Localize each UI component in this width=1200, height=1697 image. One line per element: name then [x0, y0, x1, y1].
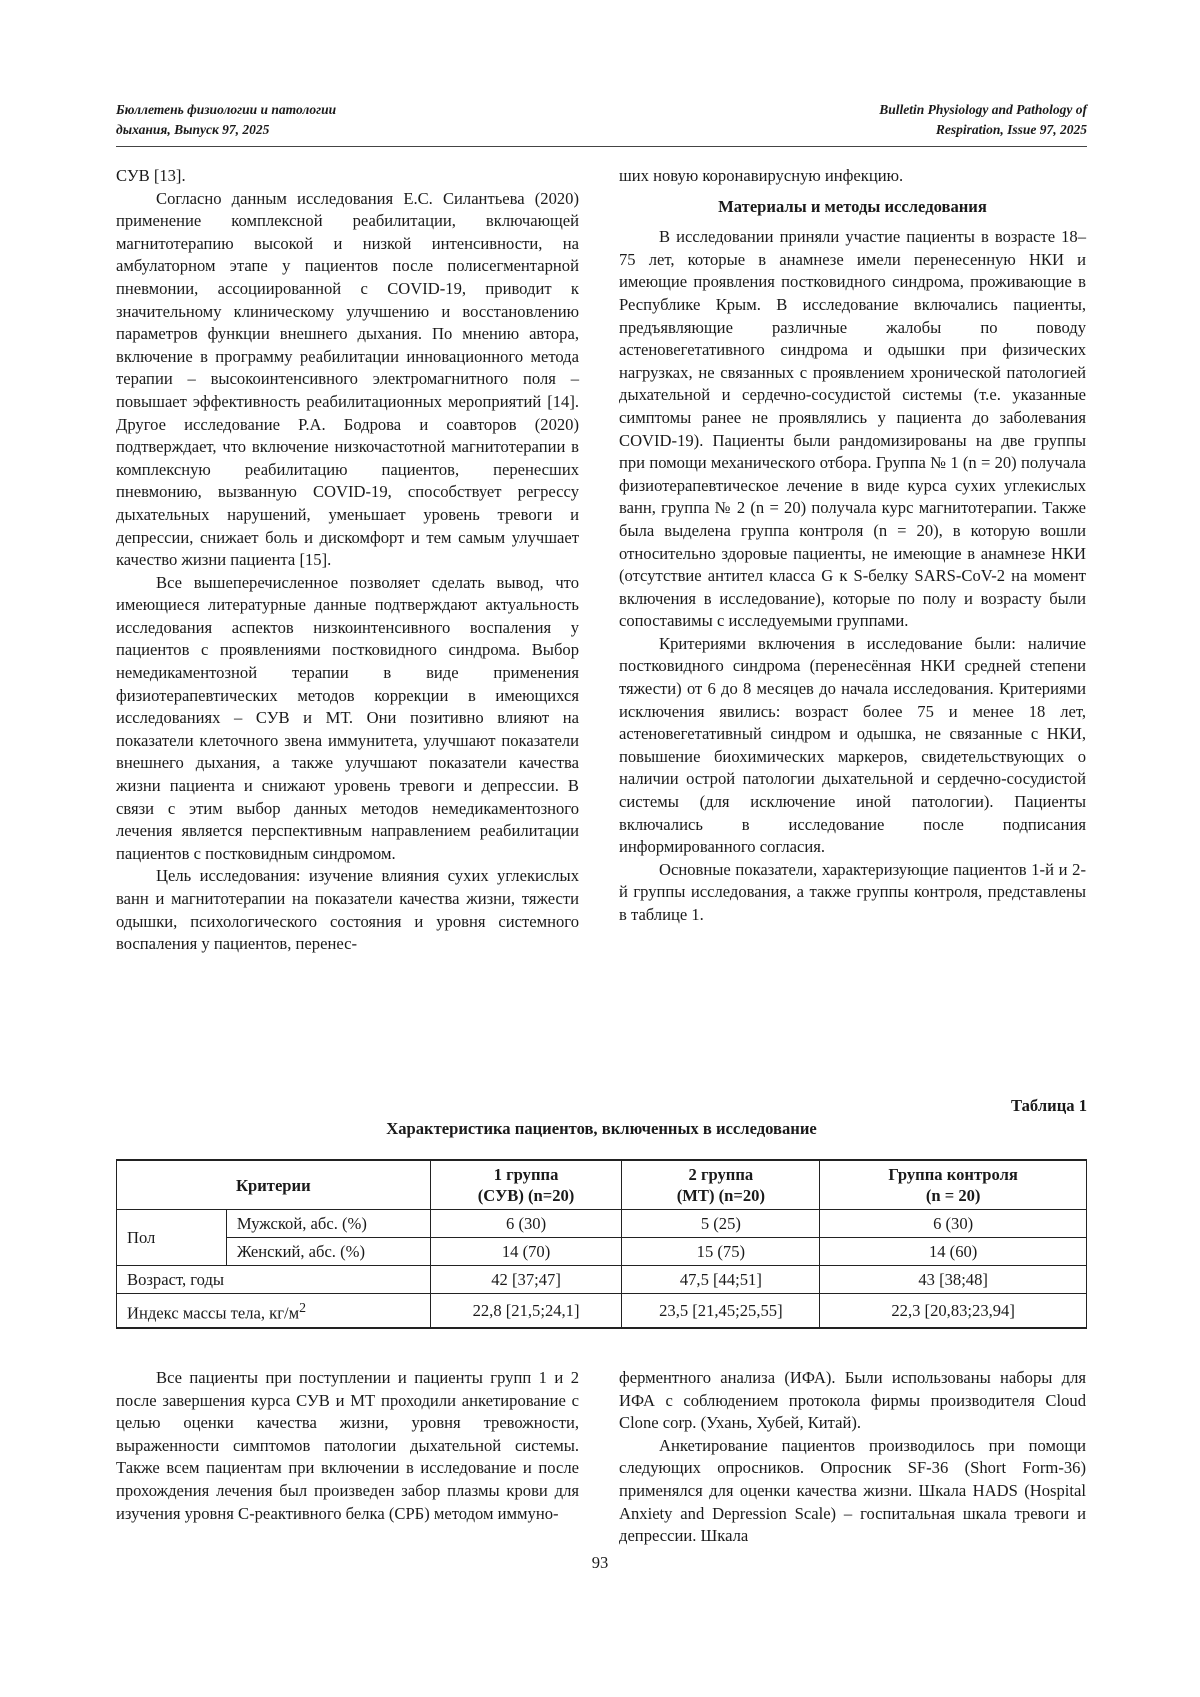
cell: 43 [38;48]	[820, 1266, 1087, 1294]
header-control	[820, 1160, 1087, 1210]
paragraph: Основные показатели, характеризующие пациентов 1-й и 2-й группы исследования, а также группы контроля, представлены в таблице 1.	[619, 859, 1086, 924]
cell: 6 (30)	[820, 1210, 1087, 1238]
header-group2-line1: 2 группа	[688, 1165, 754, 1184]
paragraph: ферментного анализа (ИФА). Были использованы наборы для ИФА с соблюдением протокола фирмы производителя Cloud Clone corp. (Ухань, Хубей, Китай).	[619, 1368, 1086, 1433]
paragraph: Все вышеперечисленное позволяет сделать вывод, что имеющиеся литературные данные подтверждают актуальность исследования аспектов низкоинтенсивного воспаления у пациентов с проявлениями постковидного синдрома. Выбор немедикаментозной терапии в виде применения физиотерапевтических методов коррекции в имеющихся исследованиях – СУВ и МТ. Они позитивно влияют на показатели клеточного звена иммунитета, улучшают показатели внешнего дыхания, а также улучшают показатели качества жизни пациента и снижают уровень тревоги и депрессии. В связи с этим выбор данных методов немедикаментозного лечения является перспективным направлением реабилитации пациентов с постковидным синдромом.	[116, 572, 579, 863]
paragraph: Анкетирование пациентов производилось при помощи следующих опросников. Опросник SF-36 (Short Form-36) применялся для оценки качества жизни. Шкала HADS (Hospital Anxiety and Depression Scale) – госпитальная шкала тревоги и депрессии. Шкала	[619, 1435, 1086, 1546]
paragraph: Все пациенты при поступлении и пациенты групп 1 и 2 после завершения курса СУВ и МТ проходили анкетирование с целью оценки качества жизни, уровня тревожности, выраженности симптомов патологии дыхательной системы. Также всем пациентам при включении в исследование и после прохождения лечения был произведен забор плазмы крови для изучения уровня С-реактивного белка (СРБ) методом иммуно-	[116, 1368, 579, 1523]
superscript: 2	[299, 1300, 307, 1315]
table-row	[117, 1266, 1087, 1294]
section-title: Материалы и методы исследования	[718, 196, 987, 216]
cell: 6 (30)	[430, 1210, 622, 1238]
paragraph: ших новую коронавирусную инфекцию.	[619, 166, 904, 185]
cell: 22,8 [21,5;24,1]	[430, 1294, 622, 1328]
header-group1-line2: (СУВ) (n=20)	[477, 1186, 575, 1205]
row-label: Индекс массы тела, кг/м	[127, 1303, 300, 1323]
cell: 14 (60)	[820, 1238, 1087, 1266]
paragraph: СУВ [13].	[116, 166, 186, 185]
cell: 22,3 [20,83;23,94]	[820, 1294, 1087, 1328]
header-group2	[622, 1160, 820, 1210]
cell: 23,5 [21,45;25,55]	[622, 1294, 820, 1328]
row-label: Возраст, годы	[117, 1266, 431, 1294]
table-row	[117, 1294, 1087, 1328]
header-control-line2: (n = 20)	[925, 1186, 981, 1205]
paragraph: Цель исследования: изучение влияния сухих углекислых ванн и магнитотерапии на показатели качества жизни, тяжести одышки, психологического состояния и уровня системного воспаления у пациентов, перенес-	[116, 866, 579, 954]
paragraph: Согласно данным исследования Е.С. Силантьева (2020) применение комплексной реабилитации, включающей магнитотерапию высокой и низкой интенсивности, на амбулаторном этапе у пациентов после полисегментарной пневмонии, ассоциированной с COVID-19, приводит к значительному клиническому улучшению и восстановлению параметров функции внешнего дыхания. По мнению автора, включение в программу реабилитации инновационного метода терапии – высокоинтенсивного электромагнитного поля – повышает эффективность реабилитационных мероприятий [14]. Другое исследование Р.А. Бодрова и соавторов (2020) подтверждает, что включение низкочастотной магнитотерапии в комплексную реабилитацию пациентов, перенесших пневмонию, вызванную COVID-19, способствует регрессу дыхательных нарушений, уменьшает уровень тревоги и депрессии, снижает боль и дискомфорт и тем самым улучшает качество жизни пациента [15].	[116, 188, 579, 570]
cell: 42 [37;47]	[430, 1266, 622, 1294]
table-label: Таблица 1	[1010, 1096, 1087, 1115]
row-label: Женский, абс. (%)	[226, 1238, 430, 1266]
right-column-top	[619, 165, 1086, 927]
row-label-bmi	[117, 1294, 431, 1328]
journal-header-en	[879, 100, 1087, 140]
table-row	[117, 1238, 1087, 1266]
table-header-row	[117, 1160, 1087, 1210]
cell: 5 (25)	[622, 1210, 820, 1238]
header-group1	[430, 1160, 622, 1210]
header-right-line1: Bulletin Physiology and Pathology of	[879, 102, 1087, 117]
cell: 47,5 [44;51]	[622, 1266, 820, 1294]
right-column-bottom	[619, 1367, 1086, 1548]
header-group1-line1: 1 группа	[493, 1165, 559, 1184]
cell: 14 (70)	[430, 1238, 622, 1266]
left-column-top	[116, 165, 579, 956]
paragraph: В исследовании приняли участие пациенты в возрасте 18–75 лет, которые в анамнезе имели перенесенную НКИ и имеющие проявления постковидного синдрома, проживающие в Республике Крым. В исследование включались пациенты, предъявляющие различные жалобы по поводу астеновегетативного синдрома и одышки при физических нагрузках, не связанных с проявлением хронической патологией дыхательной и сердечно-сосудистой системы (т.е. указанные симптомы ранее не проявлялись у пациента до заболевания COVID-19). Пациенты были рандомизированы на две группы при помощи механического отбора. Группа № 1 (n = 20) получала физиотерапевтическое лечение в виде курса сухих углекислых ванн, группа № 2 (n = 20) получала курс магнитотерапии. Также была выделена группа контроля (n = 20), в которую вошли относительно здоровые пациенты, не имеющие в анамнезе НКИ (отсутствие антител класса G к S-белку SARS-CoV-2 на момент включения в исследование), которые по полу и возрасту были сопоставимы с исследуемыми группами.	[619, 227, 1086, 631]
patients-table	[116, 1159, 1087, 1329]
journal-header-ru	[116, 100, 336, 140]
table-title: Характеристика пациентов, включенных в исследование	[386, 1119, 817, 1138]
row-label: Мужской, абс. (%)	[226, 1210, 430, 1238]
paragraph: Критериями включения в исследование были: наличие постковидного синдрома (перенесённая НКИ средней степени тяжести) от 6 до 8 месяцев до начала исследования. Критериями исключения явились: возраст более 75 и менее 18 лет, астеновегетативный синдром и одышка, не связанные с НКИ, повышение биохимических маркеров, свидетельствующих о наличии острой патологии дыхательной и сердечно-сосудистой системы (для исключение иной патологии). Пациенты включались в исследование после подписания информированного согласия.	[619, 633, 1086, 857]
header-group2-line2: (МТ) (n=20)	[676, 1186, 765, 1205]
header-left-line1: Бюллетень физиологии и патологии	[116, 102, 337, 117]
sex-label: Пол	[117, 1210, 227, 1266]
cell: 15 (75)	[622, 1238, 820, 1266]
header-divider	[116, 146, 1087, 147]
header-right-line2: Respiration, Issue 97, 2025	[935, 122, 1087, 137]
page-number: 93	[591, 1553, 609, 1572]
header-criteria: Критерии	[117, 1160, 431, 1210]
header-control-line1: Группа контроля	[888, 1165, 1018, 1184]
table-row	[117, 1210, 1087, 1238]
header-left-line2: дыхания, Выпуск 97, 2025	[116, 122, 270, 137]
left-column-bottom	[116, 1367, 579, 1525]
